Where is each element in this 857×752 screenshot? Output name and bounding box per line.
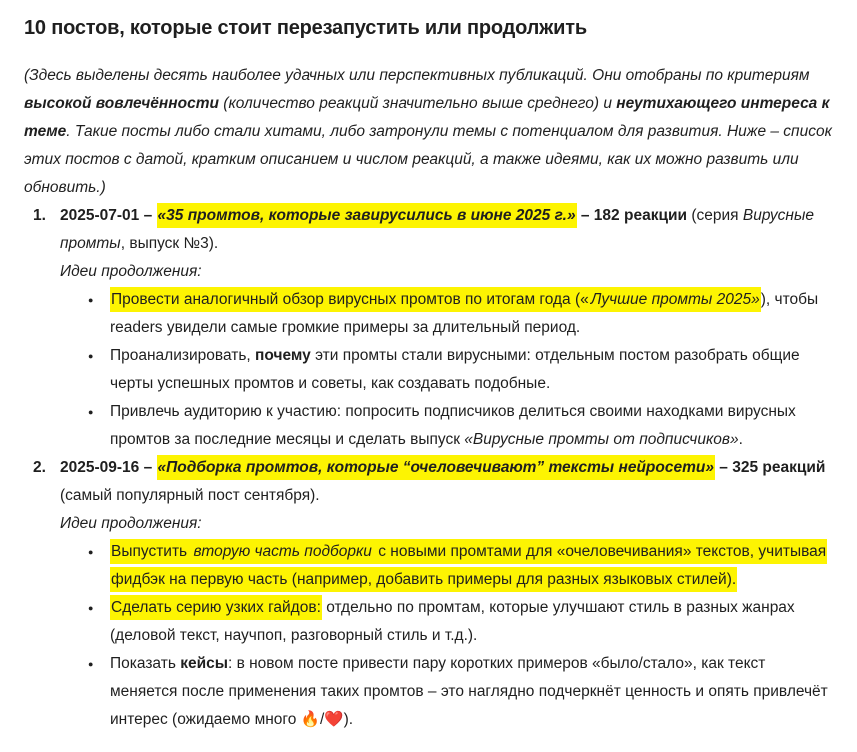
intro-paragraph [24,62,835,202]
idea-text-run: Проанализировать, [110,347,256,364]
idea-highlight-title: Лучшие промты 2025» [590,287,761,312]
idea-text-run: ). [343,711,354,728]
intro-emphasis-interest: неутихающего интереса к теме [24,95,830,140]
idea-text [110,594,835,650]
idea-highlight: Провести аналогичный обзор вирусных промтов по итогам года (« [110,287,590,312]
idea-text-run: Привлечь аудиторию к участию: попросить подписчиков делиться своими находками вирусных промтов за последние месяцы и сделать выпуск [110,403,796,448]
idea-highlight: с новыми промтами для «очеловечивания» текстов, учитывая фидбэк на первую часть (например, добавить примеры для разных языковых стилей). [110,539,827,592]
intro-emphasis-engagement: высокой вовлечённости [24,95,219,112]
idea-bullet [60,594,835,650]
bullet-icon: ● [88,603,94,613]
bullet-icon: ● [88,351,94,361]
idea-text-run: ), чтобы readers увидели самые громкие примеры за длительный период. [110,291,819,336]
idea-bullet [60,398,835,454]
idea-emphasis: кейсы [180,655,228,672]
post-heading [60,454,835,510]
post-item-content [60,202,835,454]
post-item-2 [24,454,835,734]
bullet-icon: ● [88,407,94,417]
intro-text: (Здесь выделены десять наиболее удачных или перспективных публикаций. Они отобраны по критериям [24,67,810,84]
idea-series-title: «Вирусные промты от подписчиков» [464,431,739,448]
idea-highlight: Сделать серию узких гайдов: [110,595,322,620]
reaction-count: – 182 реакции [576,207,688,224]
idea-text [110,342,835,398]
bullet-icon: ● [88,547,94,557]
idea-text-run: эти промты стали вирусными: отдельным постом разобрать общие черты успешных промтов и советы, как создавать подобные. [110,347,800,392]
post-item-1 [24,202,835,454]
idea-highlight-emphasis: вторую часть подборки [192,539,372,564]
post-title-highlight: «35 промтов, которые завирусились в июне 2025 г.» [157,203,577,228]
idea-text-run: отдельно по промтам, которые улучшают стиль в разных жанрах (деловой текст, научпоп, разговорный стиль и т.д.). [110,599,795,644]
idea-emphasis: почему [255,347,311,364]
ideas-label: Идеи продолжения: [60,515,202,532]
bullet-icon: ● [88,295,94,305]
idea-bullet [60,538,835,594]
ideas-label: Идеи продолжения: [60,263,202,280]
idea-text [110,398,835,454]
fire-emoji: 🔥 [300,711,320,728]
idea-text [110,538,835,594]
heart-emoji: ❤️ [324,711,344,728]
post-item-content [60,454,835,734]
idea-bullet [60,650,835,734]
post-note-suffix: , выпуск №3). [120,235,219,252]
idea-text-run: . [738,431,743,448]
post-title-highlight: «Подборка промтов, которые “очеловечивают” тексты нейросети» [157,455,715,480]
reaction-count: – 325 реакций [714,459,826,476]
idea-text [110,650,835,734]
list-number: 1. [33,207,46,224]
idea-highlight: Выпустить [110,539,192,564]
series-name: Вирусные промты [60,207,814,252]
idea-text-run: : в новом посте привести пару коротких примеров «было/стало», как текст меняется после применения таких промтов – это наглядно подчеркнёт ценность и опять привлечёт интерес (ожидаемо много [110,655,828,728]
bullet-icon: ● [88,659,94,669]
posts-list [24,202,835,734]
idea-bullet [60,342,835,398]
idea-text-run: / [319,711,325,728]
post-note: (самый популярный пост сентября). [60,487,320,504]
intro-text: . Такие посты либо стали хитами, либо затронули темы с потенциалом для развития. Ниже – список этих постов с датой, кратким описанием и числом реакций, а также идеями, как их можно развить или обновить.) [24,123,832,196]
intro-text: (количество реакций значительно выше среднего) и [218,95,617,112]
idea-text-run: Показать [110,655,181,672]
page-title: 10 постов, которые стоит перезапустить или продолжить [24,17,587,39]
idea-text [110,286,835,342]
post-note: (серия [687,207,743,224]
list-number: 2. [33,459,46,476]
idea-bullet [60,286,835,342]
post-date: 2025-09-16 – [60,459,157,476]
post-date: 2025-07-01 – [60,207,157,224]
post-heading [60,202,835,258]
